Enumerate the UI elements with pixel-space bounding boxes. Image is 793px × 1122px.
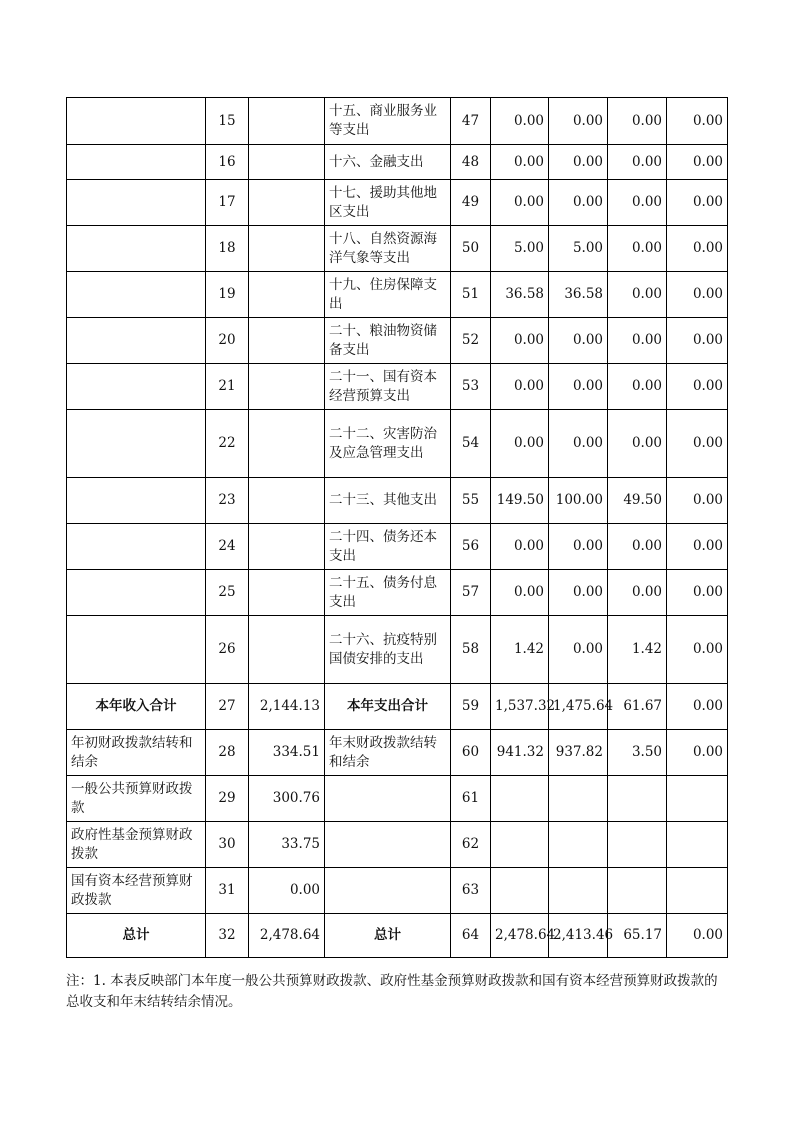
expense-line-cell: 48 — [451, 145, 491, 180]
sub-item-row — [67, 868, 728, 914]
income-amount-cell: 2,478.64 — [249, 914, 325, 958]
expense-label-cell — [325, 776, 451, 822]
fund-budget-cell: 0.00 — [608, 272, 667, 318]
capital-budget-cell: 0.00 — [667, 616, 728, 684]
income-seq-cell: 19 — [206, 272, 249, 318]
fund-budget-cell: 3.50 — [608, 730, 667, 776]
income-label-cell: 年初财政拨款结转和结余 — [67, 730, 206, 776]
income-label-cell: 国有资本经营预算财政拨款 — [67, 868, 206, 914]
expense-line-cell: 63 — [451, 868, 491, 914]
capital-budget-cell — [667, 776, 728, 822]
income-seq-cell: 29 — [206, 776, 249, 822]
general-budget-cell: 0.00 — [549, 570, 608, 616]
total-cell — [491, 868, 549, 914]
total-cell: 5.00 — [491, 226, 549, 272]
income-item-cell — [67, 524, 206, 570]
income-item-cell — [67, 364, 206, 410]
capital-budget-cell: 0.00 — [667, 914, 728, 958]
income-amount-cell — [249, 226, 325, 272]
expense-label-cell — [325, 868, 451, 914]
capital-budget-cell: 0.00 — [667, 226, 728, 272]
income-seq-cell: 16 — [206, 145, 249, 180]
capital-budget-cell: 0.00 — [667, 145, 728, 180]
table-row — [67, 616, 728, 684]
expense-line-cell: 50 — [451, 226, 491, 272]
income-amount-cell: 334.51 — [249, 730, 325, 776]
fund-budget-cell: 0.00 — [608, 410, 667, 478]
total-cell: 0.00 — [491, 570, 549, 616]
table-row — [67, 98, 728, 145]
table-row — [67, 478, 728, 524]
capital-budget-cell — [667, 868, 728, 914]
expense-line-cell: 64 — [451, 914, 491, 958]
expense-label-cell: 年末财政拨款结转和结余 — [325, 730, 451, 776]
income-amount-cell — [249, 272, 325, 318]
expense-item-cell: 十五、商业服务业等支出 — [325, 98, 451, 145]
income-item-cell — [67, 272, 206, 318]
fund-budget-cell: 0.00 — [608, 364, 667, 410]
total-cell: 0.00 — [491, 410, 549, 478]
expense-label-cell: 本年支出合计 — [325, 684, 451, 730]
expense-line-cell: 51 — [451, 272, 491, 318]
income-item-cell — [67, 145, 206, 180]
general-budget-cell: 5.00 — [549, 226, 608, 272]
general-budget-cell: 1,475.64 — [549, 684, 608, 730]
expense-item-cell: 二十二、灾害防治及应急管理支出 — [325, 410, 451, 478]
fund-budget-cell: 65.17 — [608, 914, 667, 958]
sub-item-row — [67, 776, 728, 822]
income-amount-cell — [249, 364, 325, 410]
table-row — [67, 570, 728, 616]
fund-budget-cell — [608, 776, 667, 822]
expense-line-cell: 58 — [451, 616, 491, 684]
expense-item-cell: 二十一、国有资本经营预算支出 — [325, 364, 451, 410]
income-item-cell — [67, 226, 206, 272]
general-budget-cell: 36.58 — [549, 272, 608, 318]
expense-line-cell: 54 — [451, 410, 491, 478]
general-budget-cell: 0.00 — [549, 616, 608, 684]
table-body — [67, 98, 728, 958]
capital-budget-cell: 0.00 — [667, 684, 728, 730]
expense-label-cell — [325, 822, 451, 868]
total-cell — [491, 822, 549, 868]
total-cell: 2,478.64 — [491, 914, 549, 958]
expense-line-cell: 53 — [451, 364, 491, 410]
fund-budget-cell: 0.00 — [608, 145, 667, 180]
expense-item-cell: 二十五、债务付息支出 — [325, 570, 451, 616]
expense-item-cell: 十八、自然资源海洋气象等支出 — [325, 226, 451, 272]
general-budget-cell: 2,413.46 — [549, 914, 608, 958]
expense-line-cell: 47 — [451, 98, 491, 145]
fund-budget-cell — [608, 822, 667, 868]
total-cell: 1,537.32 — [491, 684, 549, 730]
income-amount-cell — [249, 98, 325, 145]
income-amount-cell — [249, 570, 325, 616]
income-seq-cell: 21 — [206, 364, 249, 410]
table-row — [67, 410, 728, 478]
fund-budget-cell: 0.00 — [608, 180, 667, 226]
total-cell: 1.42 — [491, 616, 549, 684]
general-budget-cell: 0.00 — [549, 410, 608, 478]
total-cell — [491, 776, 549, 822]
income-seq-cell: 18 — [206, 226, 249, 272]
income-item-cell — [67, 180, 206, 226]
income-amount-cell: 33.75 — [249, 822, 325, 868]
fund-budget-cell: 0.00 — [608, 524, 667, 570]
income-amount-cell: 0.00 — [249, 868, 325, 914]
fund-budget-cell: 0.00 — [608, 318, 667, 364]
expense-line-cell: 62 — [451, 822, 491, 868]
income-seq-cell: 30 — [206, 822, 249, 868]
income-amount-cell — [249, 145, 325, 180]
expense-line-cell: 61 — [451, 776, 491, 822]
general-budget-cell: 0.00 — [549, 318, 608, 364]
fund-budget-cell: 49.50 — [608, 478, 667, 524]
total-cell: 0.00 — [491, 180, 549, 226]
income-amount-cell — [249, 478, 325, 524]
total-cell: 0.00 — [491, 524, 549, 570]
fund-budget-cell: 0.00 — [608, 570, 667, 616]
income-seq-cell: 17 — [206, 180, 249, 226]
general-budget-cell: 937.82 — [549, 730, 608, 776]
capital-budget-cell: 0.00 — [667, 730, 728, 776]
income-item-cell — [67, 616, 206, 684]
capital-budget-cell: 0.00 — [667, 272, 728, 318]
income-item-cell — [67, 478, 206, 524]
income-label-cell: 本年收入合计 — [67, 684, 206, 730]
income-item-cell — [67, 318, 206, 364]
table-row — [67, 145, 728, 180]
income-amount-cell — [249, 616, 325, 684]
income-seq-cell: 27 — [206, 684, 249, 730]
capital-budget-cell: 0.00 — [667, 410, 728, 478]
capital-budget-cell: 0.00 — [667, 318, 728, 364]
capital-budget-cell: 0.00 — [667, 98, 728, 145]
income-label-cell: 政府性基金预算财政拨款 — [67, 822, 206, 868]
fund-budget-cell — [608, 868, 667, 914]
income-amount-cell — [249, 410, 325, 478]
general-budget-cell: 0.00 — [549, 524, 608, 570]
income-seq-cell: 23 — [206, 478, 249, 524]
income-seq-cell: 28 — [206, 730, 249, 776]
income-amount-cell: 2,144.13 — [249, 684, 325, 730]
expense-line-cell: 52 — [451, 318, 491, 364]
general-budget-cell: 0.00 — [549, 98, 608, 145]
fund-budget-cell: 61.67 — [608, 684, 667, 730]
income-item-cell — [67, 98, 206, 145]
income-seq-cell: 15 — [206, 98, 249, 145]
sub-item-row — [67, 822, 728, 868]
general-budget-cell — [549, 822, 608, 868]
expense-item-cell: 二十六、抗疫特别国债安排的支出 — [325, 616, 451, 684]
income-amount-cell — [249, 180, 325, 226]
income-item-cell — [67, 570, 206, 616]
total-cell: 36.58 — [491, 272, 549, 318]
capital-budget-cell — [667, 822, 728, 868]
income-seq-cell: 22 — [206, 410, 249, 478]
total-cell: 149.50 — [491, 478, 549, 524]
total-cell: 941.32 — [491, 730, 549, 776]
expense-line-cell: 56 — [451, 524, 491, 570]
carryover-row — [67, 730, 728, 776]
general-budget-cell: 0.00 — [549, 364, 608, 410]
income-seq-cell: 24 — [206, 524, 249, 570]
capital-budget-cell: 0.00 — [667, 364, 728, 410]
capital-budget-cell: 0.00 — [667, 570, 728, 616]
fund-budget-cell: 0.00 — [608, 98, 667, 145]
income-label-cell: 总计 — [67, 914, 206, 958]
table-row — [67, 364, 728, 410]
income-amount-cell — [249, 318, 325, 364]
expense-item-cell: 十七、援助其他地区支出 — [325, 180, 451, 226]
income-seq-cell: 25 — [206, 570, 249, 616]
table-row — [67, 524, 728, 570]
income-label-cell: 一般公共预算财政拨款 — [67, 776, 206, 822]
table-row — [67, 272, 728, 318]
total-cell: 0.00 — [491, 145, 549, 180]
general-budget-cell: 0.00 — [549, 145, 608, 180]
fund-budget-cell: 0.00 — [608, 226, 667, 272]
table-row — [67, 180, 728, 226]
income-item-cell — [67, 410, 206, 478]
expense-line-cell: 55 — [451, 478, 491, 524]
footnote: 注：1. 本表反映部门本年度一般公共预算财政拨款、政府性基金预算财政拨款和国有资本经营预算财政拨款的总收支和年末结转结余情况。 — [66, 973, 718, 1010]
income-amount-cell — [249, 524, 325, 570]
annual-total-row — [67, 684, 728, 730]
expense-line-cell: 60 — [451, 730, 491, 776]
expense-line-cell: 49 — [451, 180, 491, 226]
income-seq-cell: 20 — [206, 318, 249, 364]
table-row — [67, 318, 728, 364]
expense-item-cell: 二十三、其他支出 — [325, 478, 451, 524]
capital-budget-cell: 0.00 — [667, 180, 728, 226]
budget-table — [66, 97, 728, 958]
expense-item-cell: 二十、粮油物资储备支出 — [325, 318, 451, 364]
expense-label-cell: 总计 — [325, 914, 451, 958]
general-budget-cell: 0.00 — [549, 180, 608, 226]
general-budget-cell — [549, 776, 608, 822]
grand-total-row — [67, 914, 728, 958]
expense-item-cell: 十九、住房保障支出 — [325, 272, 451, 318]
total-cell: 0.00 — [491, 98, 549, 145]
capital-budget-cell: 0.00 — [667, 524, 728, 570]
general-budget-cell: 100.00 — [549, 478, 608, 524]
expense-item-cell: 十六、金融支出 — [325, 145, 451, 180]
general-budget-cell — [549, 868, 608, 914]
fund-budget-cell: 1.42 — [608, 616, 667, 684]
income-seq-cell: 26 — [206, 616, 249, 684]
expense-item-cell: 二十四、债务还本支出 — [325, 524, 451, 570]
income-amount-cell: 300.76 — [249, 776, 325, 822]
income-seq-cell: 32 — [206, 914, 249, 958]
expense-line-cell: 57 — [451, 570, 491, 616]
expense-line-cell: 59 — [451, 684, 491, 730]
income-seq-cell: 31 — [206, 868, 249, 914]
capital-budget-cell: 0.00 — [667, 478, 728, 524]
total-cell: 0.00 — [491, 318, 549, 364]
table-row — [67, 226, 728, 272]
total-cell: 0.00 — [491, 364, 549, 410]
